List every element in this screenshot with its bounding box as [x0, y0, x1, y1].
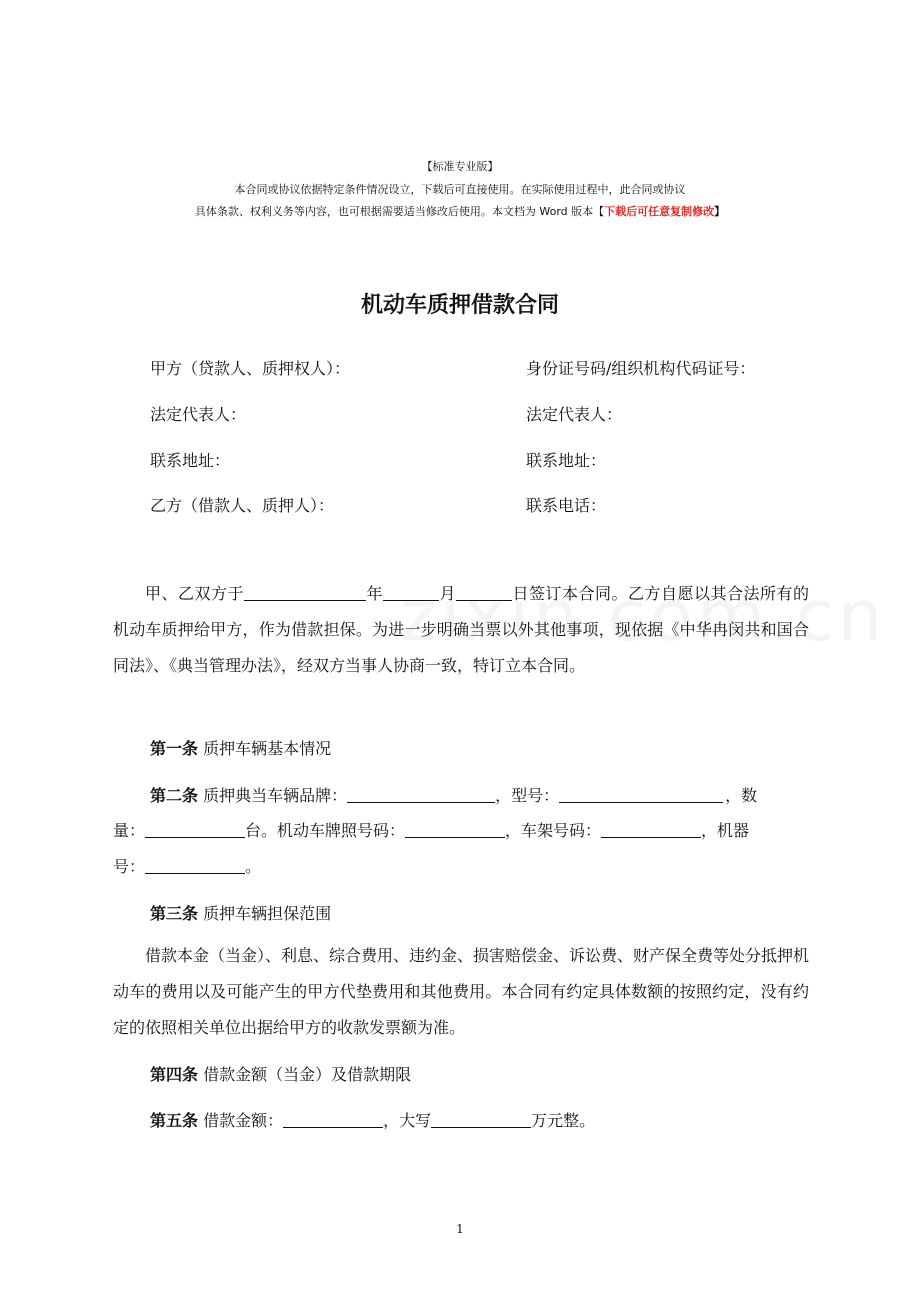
- party-b-address: 联系地址：: [526, 451, 607, 470]
- loan-amount-blank[interactable]: [283, 1111, 383, 1128]
- article-2-line-2: [113, 820, 809, 842]
- article-2-line-3: [113, 856, 809, 878]
- party-a-label: 甲方（贷款人、质押权人）：: [150, 359, 351, 378]
- quantity-blank[interactable]: [145, 821, 245, 838]
- model-label: ，型号：: [495, 786, 560, 805]
- frame-label: ，车架号码：: [505, 821, 602, 840]
- article-1: [150, 738, 846, 760]
- party-id-number: 身份证号码/组织机构代码证号：: [526, 359, 756, 378]
- engine-label-start: ，机器: [701, 821, 750, 840]
- article-3: [150, 903, 846, 925]
- notice-line-3-prefix: 具体条款、权利义务等内容，也可根据需要适当修改后使用。本文档为 Word 版本【: [194, 205, 605, 218]
- plate-label: 台。机动车牌照号码：: [245, 821, 406, 840]
- brand-blank[interactable]: [347, 786, 495, 803]
- plate-blank[interactable]: [405, 821, 505, 838]
- year-blank[interactable]: [244, 584, 366, 601]
- frame-blank[interactable]: [601, 821, 701, 838]
- article-4-text: 借款金额（当金）及借款期限: [203, 1065, 412, 1084]
- party-b-label: 乙方（借款人、质押人）：: [150, 496, 335, 515]
- notice-line-2: 本合同或协议依据特定条件情况设立，下载后可直接使用。在实际使用过程中，此合同或协议: [234, 183, 686, 196]
- engine-label-end: 号：: [113, 857, 146, 876]
- loan-amount-label: 借款金额：: [203, 1111, 284, 1130]
- engine-blank[interactable]: [145, 857, 245, 874]
- article-1-label: 第一条: [150, 739, 199, 758]
- article-2-line-1: [150, 785, 810, 807]
- article-5-label: 第五条: [150, 1111, 199, 1130]
- page-number: 1: [456, 1222, 464, 1236]
- intro-year-label: 年: [366, 584, 383, 603]
- quantity-label-end: 量：: [113, 821, 146, 840]
- party-b-representative: 法定代表人：: [526, 405, 623, 424]
- quantity-label-start: ，数: [725, 786, 758, 805]
- intro-paragraph: [113, 576, 809, 684]
- article-2-label: 第二条: [150, 786, 199, 805]
- party-a-representative: 法定代表人：: [150, 405, 247, 424]
- brand-label: 质押典当车辆品牌：: [203, 786, 348, 805]
- intro-month-label: 月: [439, 584, 456, 603]
- article-3-body: 借款本金（当金）、利息、综合费用、违约金、损害赔偿金、诉讼费、财产保全费等处分抵押机动车的费用以及可能产生的甲方代垫费用和其他费用。本合同有约定具体数额的按照约定，没有约定的依照相关单位出据给甲方的收款发票额为准。: [113, 946, 810, 1037]
- month-blank[interactable]: [383, 584, 439, 601]
- notice-line-3-suffix: 】: [714, 205, 726, 218]
- party-a-address: 联系地址：: [150, 451, 231, 470]
- article-3-label: 第三条: [150, 904, 199, 923]
- notice-line-3: [0, 203, 920, 219]
- day-blank[interactable]: [456, 584, 512, 601]
- contract-title: 机动车质押借款合同: [360, 293, 559, 318]
- intro-body: 日签订本合同。乙方自愿以其合法所有的机动车质押给甲方，作为借款担保。为进一步明确当票以外其他事项，现依据《中华冉闵共和国合同法》、《典当管理办法》，经双方当事人协商一致，特订立本合同。: [113, 584, 809, 675]
- article-2-end: 。: [245, 857, 262, 876]
- article-5: [150, 1110, 846, 1132]
- loan-amount-capital-blank[interactable]: [431, 1111, 531, 1128]
- party-b-phone: 联系电话：: [526, 496, 607, 515]
- loan-amount-capital-label: ，大写: [383, 1111, 432, 1130]
- article-4-label: 第四条: [150, 1065, 199, 1084]
- loan-amount-unit: 万元整。: [531, 1111, 596, 1130]
- article-1-text: 质押车辆基本情况: [203, 739, 332, 758]
- notice-download-link[interactable]: 下载后可任意复制修改: [604, 205, 715, 218]
- article-3-text: 质押车辆担保范围: [203, 904, 332, 923]
- article-4: [150, 1064, 846, 1086]
- intro-date-prefix: 甲、乙双方于: [145, 584, 244, 603]
- notice-edition: 【标准专业版】: [421, 160, 499, 173]
- model-blank[interactable]: [559, 786, 723, 803]
